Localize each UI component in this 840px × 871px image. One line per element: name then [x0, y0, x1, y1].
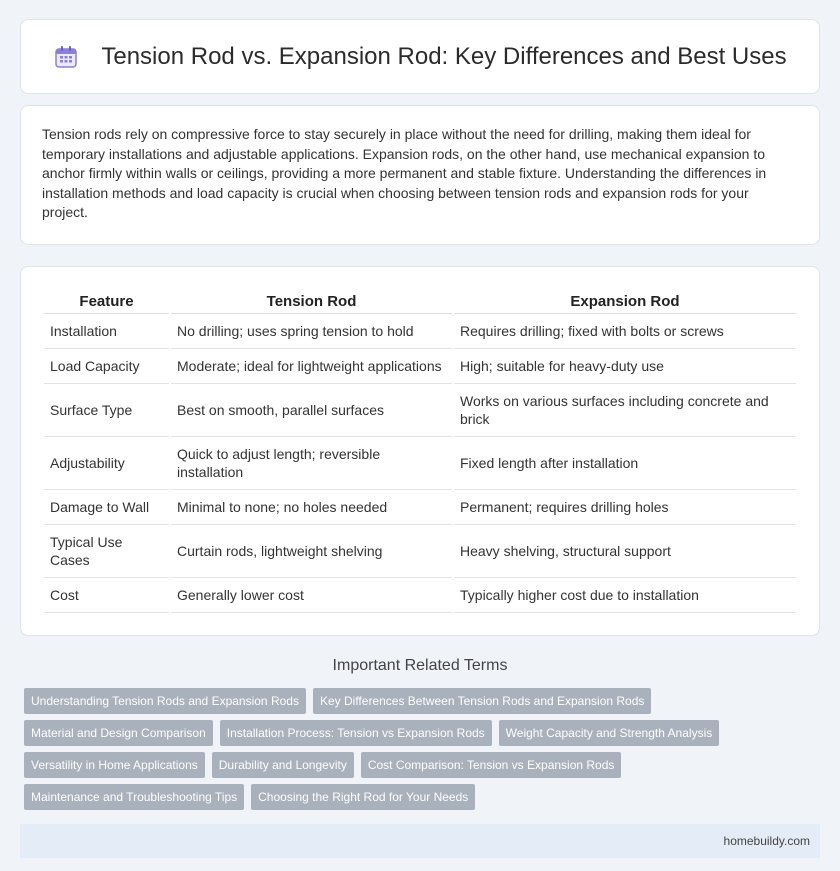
tension-rod-cell: Moderate; ideal for lightweight applications	[171, 349, 452, 384]
page-footer	[20, 824, 820, 858]
table-row	[44, 384, 796, 437]
expansion-rod-cell: Requires drilling; fixed with bolts or screws	[454, 314, 796, 349]
expansion-rod-cell: Permanent; requires drilling holes	[454, 490, 796, 525]
page-header	[20, 19, 820, 94]
expansion-rod-cell: Heavy shelving, structural support	[454, 525, 796, 578]
intro-text: Tension rods rely on compressive force to stay securely in place without the need for drilling, making them ideal for temporary installations and adjustable applications. Expansion rods, on the other hand, use mechanical expansion to anchor firmly within walls or ceilings, providing a more permanent and stable fixture. Understanding the differences in installation methods and load capacity is crucial when choosing between tension rods and expansion rods for your project.	[42, 126, 767, 220]
column-header-expansion-rod: Expansion Rod	[454, 289, 796, 314]
comparison-table	[42, 289, 798, 613]
column-header-feature: Feature	[44, 289, 169, 314]
feature-cell: Adjustability	[44, 437, 169, 490]
related-term-tag[interactable]: Weight Capacity and Strength Analysis	[499, 720, 720, 746]
feature-cell: Installation	[44, 314, 169, 349]
related-term-tag[interactable]: Choosing the Right Rod for Your Needs	[251, 784, 475, 810]
intro-section	[20, 105, 820, 245]
related-term-tag[interactable]: Material and Design Comparison	[24, 720, 213, 746]
table-row	[44, 490, 796, 525]
feature-cell: Typical Use Cases	[44, 525, 169, 578]
expansion-rod-cell: High; suitable for heavy-duty use	[454, 349, 796, 384]
related-term-tag[interactable]: Cost Comparison: Tension vs Expansion Rods	[361, 752, 622, 778]
related-term-tag[interactable]: Versatility in Home Applications	[24, 752, 205, 778]
column-header-tension-rod: Tension Rod	[171, 289, 452, 314]
related-term-tag[interactable]: Installation Process: Tension vs Expansion Rods	[220, 720, 492, 746]
feature-cell: Cost	[44, 578, 169, 613]
tension-rod-cell: Generally lower cost	[171, 578, 452, 613]
table-row	[44, 437, 796, 490]
feature-cell: Damage to Wall	[44, 490, 169, 525]
tension-rod-cell: Quick to adjust length; reversible installation	[171, 437, 452, 490]
expansion-rod-cell: Typically higher cost due to installation	[454, 578, 796, 613]
expansion-rod-cell: Works on various surfaces including concrete and brick	[454, 384, 796, 437]
feature-cell: Surface Type	[44, 384, 169, 437]
table-header-row	[44, 289, 796, 314]
calendar-icon	[53, 44, 79, 70]
related-terms-list	[24, 688, 820, 810]
related-terms-title: Important Related Terms	[332, 656, 508, 674]
tension-rod-cell: Best on smooth, parallel surfaces	[171, 384, 452, 437]
tension-rod-cell: No drilling; uses spring tension to hold	[171, 314, 452, 349]
related-term-tag[interactable]: Key Differences Between Tension Rods and Expansion Rods	[313, 688, 651, 714]
page-title: Tension Rod vs. Expansion Rod: Key Differences and Best Uses	[101, 42, 787, 70]
table-row	[44, 314, 796, 349]
tension-rod-cell: Minimal to none; no holes needed	[171, 490, 452, 525]
related-term-tag[interactable]: Durability and Longevity	[212, 752, 354, 778]
related-term-tag[interactable]: Understanding Tension Rods and Expansion Rods	[24, 688, 306, 714]
expansion-rod-cell: Fixed length after installation	[454, 437, 796, 490]
comparison-section	[20, 266, 820, 636]
table-row	[44, 578, 796, 613]
related-term-tag[interactable]: Maintenance and Troubleshooting Tips	[24, 784, 244, 810]
tension-rod-cell: Curtain rods, lightweight shelving	[171, 525, 452, 578]
footer-site[interactable]: homebuildy.com	[723, 833, 810, 848]
table-row	[44, 349, 796, 384]
table-row	[44, 525, 796, 578]
feature-cell: Load Capacity	[44, 349, 169, 384]
